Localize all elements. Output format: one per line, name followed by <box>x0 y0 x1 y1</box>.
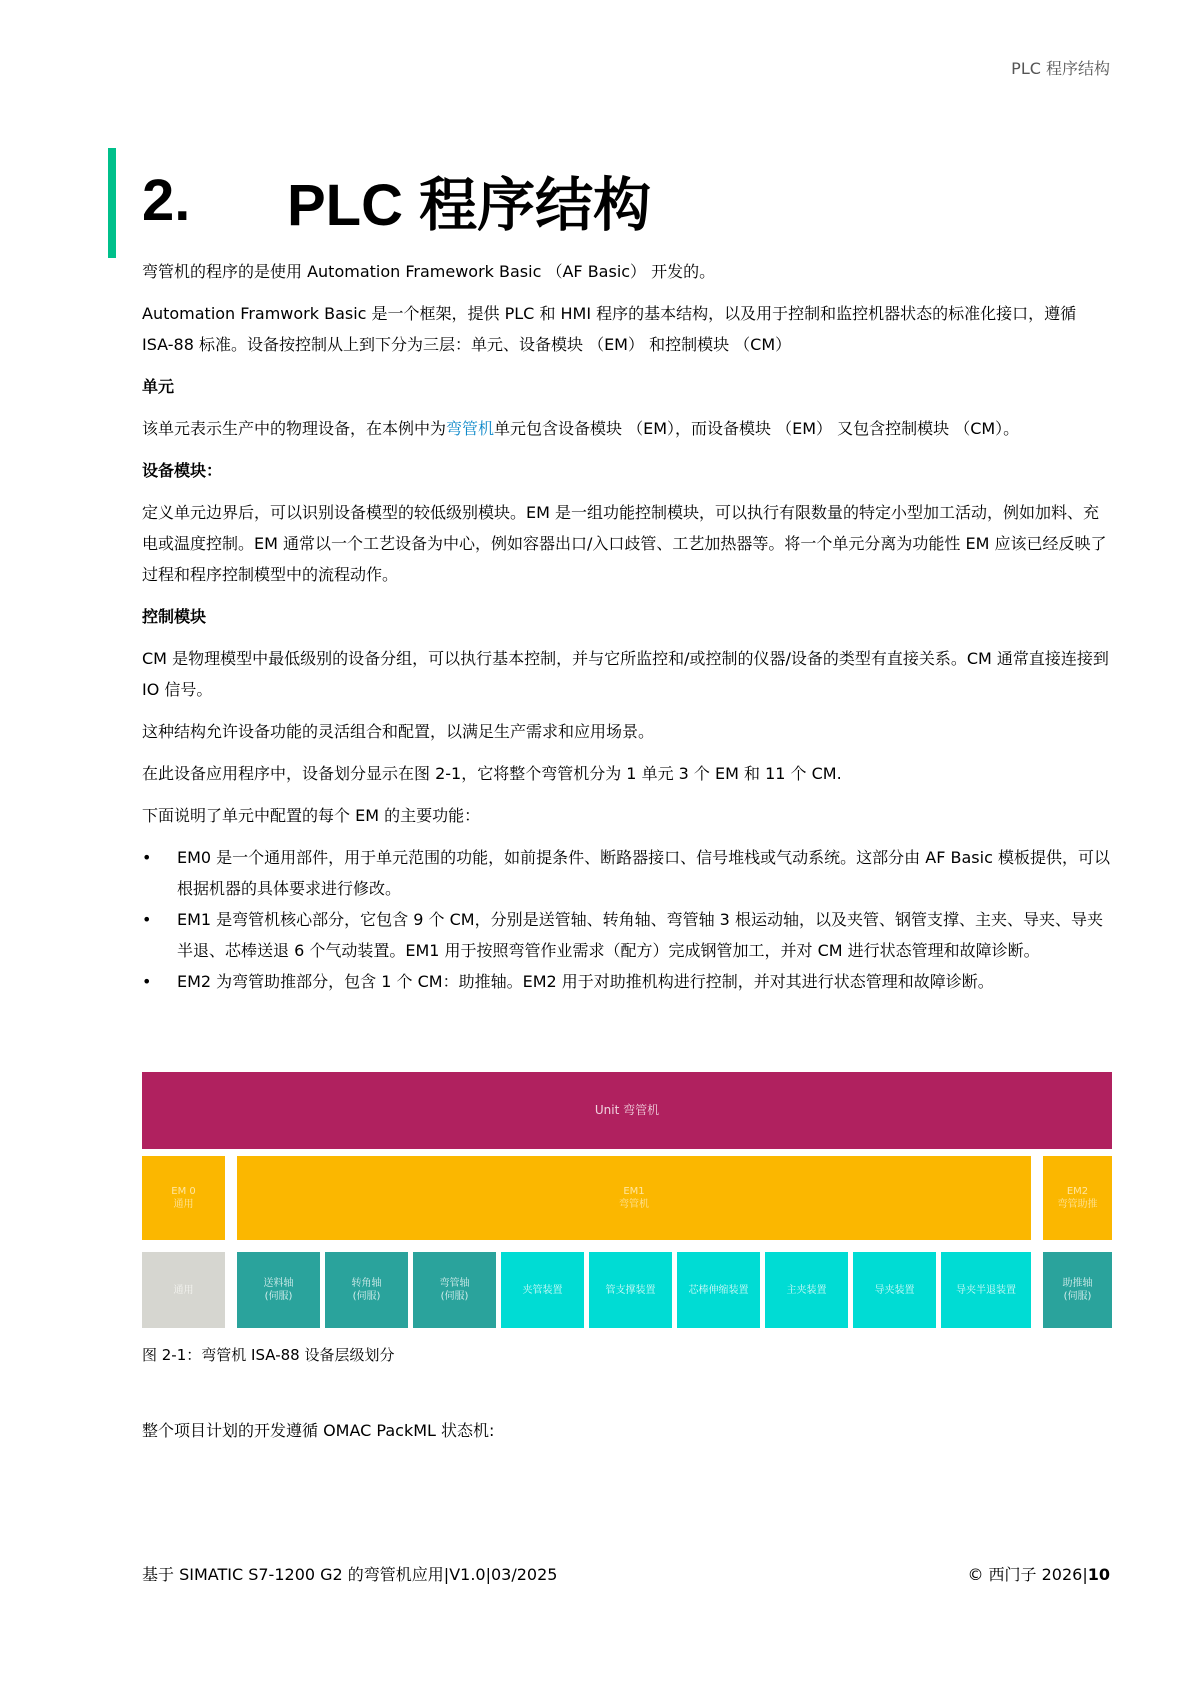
unit-link[interactable]: 弯管机 <box>446 419 495 438</box>
chapter-accent-bar <box>108 148 116 258</box>
cm-paragraph: CM 是物理模型中最低级别的设备分组，可以执行基本控制，并与它所监控和/或控制的仪器/设备的类型有直接关系。CM 通常直接连接到 IO 信号。 <box>142 649 1109 699</box>
cm-booster-axis: 助推轴 (伺服) <box>1043 1252 1112 1328</box>
footer-page-info <box>967 1562 1110 1585</box>
isa88-hierarchy-diagram <box>142 1072 1112 1328</box>
cm-pipe-support: 管支撑装置 <box>589 1252 672 1328</box>
cm-rotation-axis: 转角轴 (伺服) <box>325 1252 408 1328</box>
packml-paragraph: 整个项目计划的开发遵循 OMAC PackML 状态机: <box>142 1421 495 1440</box>
flex-paragraph: 这种结构允许设备功能的灵活组合和配置，以满足生产需求和应用场景。 <box>142 722 655 741</box>
figure-caption: 图 2-1：弯管机 ISA-88 设备层级划分 <box>142 1346 395 1364</box>
cm-generic: 通用 <box>142 1252 225 1328</box>
running-header: PLC 程序结构 <box>1011 59 1110 78</box>
list-intro: 下面说明了单元中配置的每个 EM 的主要功能： <box>142 806 481 825</box>
em1-box: EM1 弯管机 <box>237 1156 1031 1240</box>
list-item-em1: • EM1 是弯管机核心部分，它包含 9 个 CM，分别是送管轴、转角轴、弯管轴 3 根运动轴，以及夹管、钢管支撑、主夹、导夹、导夹半退、芯棒送退 6 个气动装置。EM1 用于按照弯管作业需求（配方）完成钢管加工，并对 CM 进行状态管理和故障诊断。 <box>177 904 1110 966</box>
cm-feed-axis: 送料轴 (伺服) <box>237 1252 320 1328</box>
unit-box: Unit 弯管机 <box>142 1072 1112 1149</box>
em2-box: EM2 弯管助推 <box>1043 1156 1112 1240</box>
em0-box: EM 0 通用 <box>142 1156 225 1240</box>
em-heading: 设备模块： <box>142 461 223 480</box>
cm-guide-half-retract: 导夹半退装置 <box>941 1252 1031 1328</box>
footer-document-title: 基于 SIMATIC S7-1200 G2 的弯管机应用|V1.0|03/2025 <box>142 1565 558 1584</box>
list-item-em2: • EM2 为弯管助推部分，包含 1 个 CM：助推轴。EM2 用于对助推机构进行控制，并对其进行状态管理和故障诊断。 <box>177 966 1110 997</box>
chapter-heading <box>142 160 651 240</box>
cm-guide-clamp: 导夹装置 <box>853 1252 936 1328</box>
cm-main-clamp: 主夹装置 <box>765 1252 848 1328</box>
cm-bend-axis: 弯管轴 (伺服) <box>413 1252 496 1328</box>
list-item-em0: • EM0 是一个通用部件，用于单元范围的功能，如前提条件、断路器接口、信号堆栈或气动系统。这部分由 AF Basic 模板提供，可以根据机器的具体要求进行修改。 <box>177 842 1110 904</box>
body-content <box>142 256 1110 1007</box>
em-function-list <box>142 842 1110 997</box>
chapter-title: PLC 程序结构 <box>287 173 652 238</box>
intro-paragraph: 弯管机的程序的是使用 Automation Framework Basic （AF Basic） 开发的。 <box>142 262 716 281</box>
unit-paragraph <box>142 413 1110 444</box>
framework-paragraph: Automation Framwork Basic 是一个框架，提供 PLC 和 HMI 程序的基本结构，以及用于控制和监控机器状态的标准化接口，遵循 ISA-88 标准。设备按控制从上到下分为三层：单元、设备模块 （EM） 和控制模块 （CM） <box>142 304 1077 354</box>
chapter-number: 2. <box>142 167 191 233</box>
em-paragraph: 定义单元边界后，可以识别设备模型的较低级别模块。EM 是一组功能控制模块，可以执行有限数量的特定小型加工活动，例如加料、充电或温度控制。EM 通常以一个工艺设备为中心，例如容器出口/入口歧管、工艺加热器等。将一个单元分离为功能性 EM 应该已经反映了过程和程序控制模型中的流程动作。 <box>142 503 1107 584</box>
cm-heading: 控制模块 <box>142 607 207 626</box>
unit-heading: 单元 <box>142 377 175 396</box>
unit-text-after: 单元包含设备模块 （EM），而设备模块 （EM） 又包含控制模块 （CM）。 <box>494 419 1020 438</box>
unit-text-before: 该单元表示生产中的物理设备，在本例中为 <box>142 419 447 438</box>
page-number: 10 <box>1087 1565 1110 1584</box>
cm-clamp-device: 夹管装置 <box>501 1252 584 1328</box>
footer-copyright: © 西门子 2026| <box>967 1565 1088 1584</box>
cm-mandrel-device: 芯棒伸缩装置 <box>677 1252 760 1328</box>
division-paragraph: 在此设备应用程序中，设备划分显示在图 2-1，它将整个弯管机分为 1 单元 3 个 EM 和 11 个 CM. <box>142 764 842 783</box>
